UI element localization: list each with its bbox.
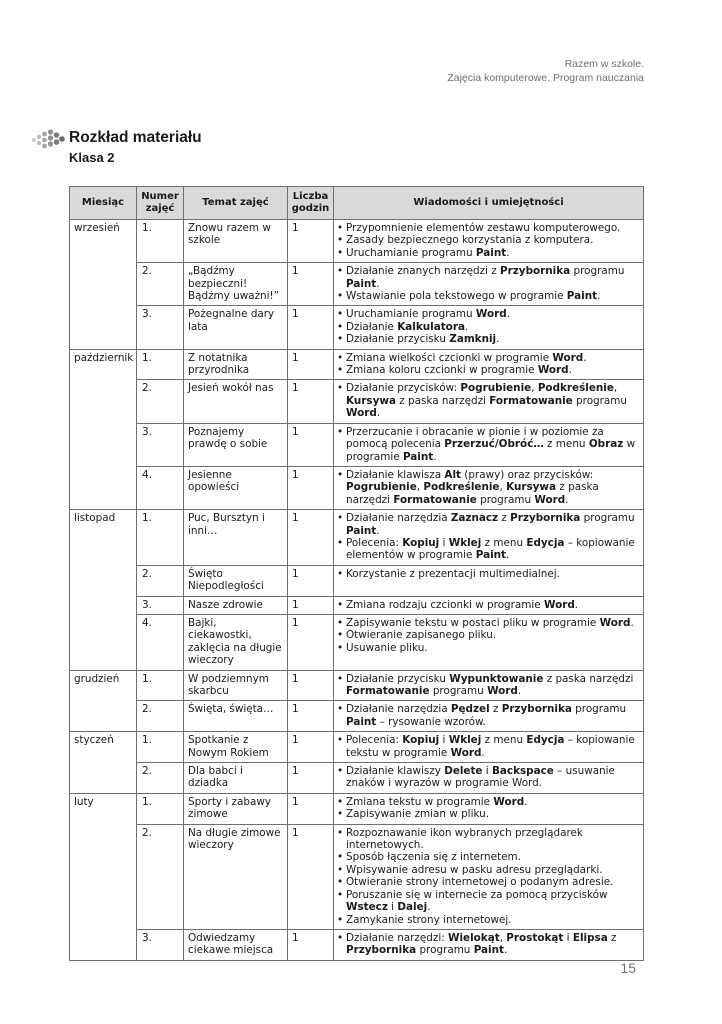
skill-text: Sposób łączenia się z internetem. [346,851,521,864]
table-row [70,596,644,614]
lesson-number-cell: 1. [137,349,184,380]
skill-item [337,914,639,926]
skill-emphasis: Paint [475,246,507,259]
skill-item [337,290,639,302]
skill-emphasis: Wklej [448,536,482,549]
skill-text: . [376,524,380,537]
table-row [70,380,644,423]
hours-cell: 1 [288,510,334,566]
skill-text: Działanie przycisków: [346,382,461,395]
skill-emphasis: Podkreślenie [423,481,500,494]
skill-text: Zapisywanie zmian w pliku. [346,808,490,821]
skill-emphasis: Kursywa [346,394,396,407]
column-header-month: Miesiąc [70,187,137,220]
skill-text: . [506,308,511,321]
skill-text: Zapisywanie tekstu w postaci pliku w programie [346,616,600,629]
skill-emphasis: Word [487,685,518,697]
skills-list [337,426,639,463]
lesson-number-cell: 3. [137,596,184,614]
skill-text: . [433,450,437,463]
skill-text: (prawy) oraz przycisków: [460,468,594,481]
month-cell: październik [70,349,137,509]
topic-cell: Z notatnika przyrodnika [184,349,288,380]
skills-list [337,796,639,821]
skills-cell [334,466,644,509]
skill-emphasis: Wstecz [346,901,388,914]
skill-emphasis: Przybornika [501,703,572,716]
lesson-number-cell: 2. [137,824,184,929]
skill-item [337,537,639,562]
skills-list [337,617,639,654]
skills-list [337,734,639,759]
skill-text: Zamykanie strony internetowej. [346,913,512,926]
skills-list [337,222,639,259]
skill-emphasis: Pędzel [450,703,490,716]
skill-text: , [499,481,507,494]
skill-emphasis: Obraz [588,438,624,451]
skill-text: i [563,931,573,944]
skill-item [337,889,639,914]
hours-cell: 1 [288,763,334,794]
table-row [70,565,644,596]
skill-item [337,247,639,259]
skill-text: , [531,382,538,395]
skill-text: i [439,536,449,549]
skill-emphasis: Paint [346,277,377,290]
hours-cell: 1 [288,824,334,929]
skill-text: Działanie klawisza [346,468,445,481]
skill-text: Zmiana rodzaju czcionki w programie [346,598,544,611]
skill-text: . [574,598,579,611]
skill-emphasis: Word [346,407,377,420]
skill-item [337,364,639,376]
skill-emphasis: Pogrubienie [346,481,417,494]
skill-item [337,808,639,820]
skill-text: Wpisywanie adresu w pasku adresu przeglądarki. [346,863,603,876]
skill-emphasis: Backspace [491,765,554,778]
topic-cell: „Bądźmy bezpieczni! Bądźmy uważni!” [184,263,288,306]
skill-text: Usuwanie pliku. [346,641,428,654]
skill-text: Zasady bezpiecznego korzystania z komputera. [346,234,594,247]
skills-cell [334,824,644,929]
skills-list [337,599,639,611]
running-header-line-2: Zajęcia komputerowe. Program nauczania [447,72,644,84]
table-row [70,701,644,732]
skill-text: w programie [346,438,636,463]
skill-text: . [496,333,500,346]
lesson-number-cell: 2. [137,565,184,596]
table-row [70,466,644,509]
skills-cell [334,763,644,794]
skill-item [337,469,639,506]
skill-item [337,642,639,654]
skill-emphasis: Formatowanie [346,685,430,697]
skills-list [337,308,639,345]
skill-item [337,234,639,246]
lesson-number-cell: 2. [137,763,184,794]
skill-text: z menu [481,536,527,549]
hours-cell: 1 [288,423,334,466]
skill-text: . [524,795,528,808]
column-header-skills: Wiadomości i umiejętności [334,187,644,220]
topic-cell: Jesienne opowieści [184,466,288,509]
skill-emphasis: Formatowanie [489,394,573,407]
skills-cell [334,380,644,423]
table-row [70,763,644,794]
skill-text: Zmiana koloru czcionki w programie [346,364,538,377]
lesson-number-cell: 1. [137,510,184,566]
skill-item [337,265,639,290]
skill-text: i [439,734,449,747]
skill-item [337,703,639,728]
skill-text: programu [571,703,627,716]
hours-cell: 1 [288,349,334,380]
hours-cell: 1 [288,614,334,670]
topic-cell: W podziemnym skarbcu [184,670,288,701]
skill-item [337,796,639,808]
skill-emphasis: Paint [473,944,504,957]
skill-text: z menu [481,734,527,747]
lesson-number-cell: 1. [137,732,184,763]
skill-emphasis: Wklej [448,734,482,747]
skill-text: Działanie narzędzia [346,512,451,525]
skill-text: . [503,944,508,957]
skill-emphasis: Delete [444,765,483,778]
curriculum-table [69,186,644,961]
skills-list [337,382,639,419]
topic-cell: Nasze zdrowie [184,596,288,614]
topic-cell: Spotkanie z Nowym Rokiem [184,732,288,763]
skill-emphasis: Word [450,746,482,759]
skill-item [337,352,639,364]
skill-emphasis: Alt [444,468,461,481]
table-row [70,349,644,380]
topic-cell: Puc, Bursztyn i inni… [184,510,288,566]
skill-text: . [506,549,510,562]
table-row [70,614,644,670]
skill-text: z paska narzędzi [346,481,599,506]
skills-cell [334,670,644,701]
skill-text: Wstawianie pola tekstowego w programie [346,290,567,303]
skill-text: programu [570,265,625,278]
skills-cell [334,220,644,263]
table-row [70,306,644,349]
skill-text: Przerzucanie i obracanie w pionie i w poziomie za pomocą polecenia [346,425,604,451]
skills-cell [334,306,644,349]
skill-emphasis: Paint [346,524,377,537]
skill-item [337,222,639,234]
skill-text: Zmiana tekstu w programie [346,795,494,808]
skill-text: i [387,901,398,914]
hours-cell: 1 [288,220,334,263]
skill-item [337,864,639,876]
skill-emphasis: Paint [346,715,377,728]
skills-cell [334,349,644,380]
skill-text: programu [580,512,635,525]
hours-cell: 1 [288,466,334,509]
skill-emphasis: Podkreślenie [537,382,614,395]
lesson-number-cell: 2. [137,263,184,306]
table-row [70,929,644,960]
skill-text: – rysowanie wzorów. [376,715,486,728]
page-number: 15 [620,960,636,976]
skill-text: Zmiana wielkości czcionki w programie [346,351,553,364]
table-row [70,732,644,763]
skills-cell [334,423,644,466]
skill-item [337,734,639,759]
skill-text: z paska narzędzi [543,672,634,685]
running-header-line-1: Razem w szkole. [564,58,644,70]
skills-list [337,469,639,506]
skill-text: . [583,351,587,364]
skill-text: . [464,320,469,333]
table-header-row [70,187,644,220]
skill-emphasis: Word [534,493,566,506]
skill-text: Działanie klawiszy [346,765,445,778]
section-subtitle: Klasa 2 [69,150,115,165]
skill-emphasis: Paint [566,290,598,303]
lesson-number-cell: 4. [137,614,184,670]
skill-text: z menu [543,438,589,451]
lesson-number-cell: 2. [137,380,184,423]
skill-text: . [506,246,510,259]
skills-list [337,568,639,580]
lesson-number-cell: 4. [137,466,184,509]
lesson-number-cell: 3. [137,423,184,466]
skill-text: . [376,407,381,420]
skill-text: . [597,290,601,303]
topic-cell: Sporty i zabawy zimowe [184,793,288,824]
skill-item [337,568,639,580]
skill-text: – kopiowanie elementów w programie [346,536,635,562]
skill-emphasis: Kursywa [506,481,557,494]
skill-item [337,876,639,888]
skill-text: Otwieranie strony internetowej o podanym adresie. [346,876,614,889]
skill-text: Uruchamianie programu [346,246,476,259]
skill-item [337,765,639,790]
month-cell: grudzień [70,670,137,732]
skill-text: z [498,512,511,525]
table-row [70,263,644,306]
skill-emphasis: Przybornika [510,512,581,525]
skill-text: . [427,901,431,914]
skill-text: Działanie narzędzia [346,703,451,716]
skills-list [337,265,639,302]
hours-cell: 1 [288,565,334,596]
skill-text: Poruszanie się w internecie za pomocą przycisków [346,888,608,901]
topic-cell: Jesień wokół nas [184,380,288,423]
skill-item [337,673,639,698]
hours-cell: 1 [288,732,334,763]
skills-list [337,703,639,728]
skills-cell [334,614,644,670]
skill-text: z paska narzędzi [395,394,490,407]
skill-item [337,851,639,863]
skill-text: . [481,746,485,759]
month-cell: luty [70,793,137,960]
skill-emphasis: Edycja [526,536,565,549]
table-row [70,423,644,466]
skill-text: programu [429,685,488,697]
skill-text: Działanie [346,320,398,333]
skill-emphasis: Paint [475,549,507,562]
skill-text: . [568,364,572,377]
skill-text: . [565,493,569,506]
skill-emphasis: Kalkulatora [397,320,465,333]
lesson-number-cell: 2. [137,701,184,732]
skill-emphasis: Zamknij [449,333,497,346]
skill-text: programu [416,944,474,957]
skills-list [337,673,639,698]
hours-cell: 1 [288,670,334,701]
skills-cell [334,596,644,614]
table-row [70,510,644,566]
skills-cell [334,732,644,763]
skill-text: i [482,765,492,778]
skill-emphasis: Wielokąt [448,931,500,944]
table-row [70,670,644,701]
month-cell: listopad [70,510,137,670]
skill-item [337,629,639,641]
skill-text: Otwieranie zapisanego pliku. [346,629,497,642]
skill-item [337,308,639,320]
skills-cell [334,929,644,960]
table-body [70,220,644,961]
skills-cell [334,510,644,566]
table-row [70,793,644,824]
table-row [70,220,644,263]
topic-cell: Znowu razem w szkole [184,220,288,263]
topic-cell: Na długie zimowe wieczory [184,824,288,929]
skill-emphasis: Word [475,308,507,321]
skill-emphasis: Kopiuj [402,536,440,549]
skill-text: Działanie znanych narzędzi z [346,265,501,278]
hours-cell: 1 [288,263,334,306]
skill-emphasis: Word [599,616,631,629]
topic-cell: Odwiedzamy ciekawe miejsca [184,929,288,960]
skill-text: Uruchamianie programu [346,308,476,321]
section-title: Rozkład materiału [69,129,202,146]
skill-text: z [489,703,502,716]
skill-text: , [613,382,618,395]
column-header-lesson-number: Numer zajęć [137,187,184,220]
skill-item [337,382,639,419]
skill-emphasis: Word [544,598,575,611]
column-header-hours: Liczba godzin [288,187,334,220]
dots-cluster-icon [31,128,67,150]
hours-cell: 1 [288,596,334,614]
skill-item [337,617,639,629]
skills-list [337,827,639,926]
lesson-number-cell: 1. [137,793,184,824]
skill-text: Działanie przycisku [346,333,450,346]
table-row [70,824,644,929]
lesson-number-cell: 3. [137,306,184,349]
skill-emphasis: Kopiuj [402,734,440,747]
hours-cell: 1 [288,929,334,960]
skill-text: . [517,685,522,697]
skill-item [337,512,639,537]
topic-cell: Pożegnalne dary lata [184,306,288,349]
skill-emphasis: Dalej [397,901,428,914]
skills-list [337,932,639,957]
skill-emphasis: Word [493,795,525,808]
skill-text: Działanie narzędzi: [346,931,449,944]
month-cell: styczeń [70,732,137,794]
skill-text: Działanie przycisku [346,672,450,685]
topic-cell: Dla babci i dziadka [184,763,288,794]
skills-list [337,765,639,790]
hours-cell: 1 [288,380,334,423]
skill-emphasis: Zaznacz [450,512,499,525]
skills-cell [334,793,644,824]
lesson-number-cell: 1. [137,670,184,701]
skill-text: Polecenia: [346,734,403,747]
topic-cell: Poznajemy prawdę o sobie [184,423,288,466]
column-header-topic: Temat zajęć [184,187,288,220]
skill-emphasis: Pogrubienie [460,382,532,395]
skills-list [337,512,639,562]
skill-text: – kopiowanie tekstu w programie [346,734,635,759]
topic-cell: Święto Niepodległości [184,565,288,596]
skills-list [337,352,639,377]
hours-cell: 1 [288,701,334,732]
skill-emphasis: Formatowanie [393,493,477,506]
skill-emphasis: Przerzuć/Obróć… [444,438,544,451]
skill-text: . [630,616,634,629]
skill-emphasis: Paint [402,450,434,463]
skill-text: z [607,931,617,944]
lesson-number-cell: 3. [137,929,184,960]
running-header [447,57,644,85]
hours-cell: 1 [288,306,334,349]
skill-item [337,426,639,463]
skills-cell [334,565,644,596]
skill-text: programu [476,493,535,506]
hours-cell: 1 [288,793,334,824]
skill-emphasis: Edycja [526,734,565,747]
skill-emphasis: Prostokąt [506,931,564,944]
skill-emphasis: Przybornika [500,265,571,278]
skill-text: , [499,931,507,944]
skill-text: . [376,277,380,290]
skill-emphasis: Przybornika [346,944,417,957]
skill-text: , [416,481,424,494]
skill-text: Rozpoznawanie ikon wybranych przeglądarek internetowych. [346,826,583,852]
skill-item [337,932,639,957]
skill-item [337,827,639,852]
topic-cell: Bajki, ciekawostki, zaklęcia na długie wieczory [184,614,288,670]
skills-cell [334,701,644,732]
lesson-number-cell: 1. [137,220,184,263]
skill-emphasis: Word [537,364,569,377]
skill-text: programu [572,394,627,407]
skill-emphasis: Wypunktowanie [449,672,544,685]
skill-item [337,321,639,333]
topic-cell: Święta, święta… [184,701,288,732]
month-cell: wrzesień [70,220,137,350]
skill-item [337,599,639,611]
skills-cell [334,263,644,306]
skill-item [337,333,639,345]
skill-emphasis: Word [552,351,584,364]
skill-emphasis: Elipsa [572,931,608,944]
skill-text: Korzystanie z prezentacji multimedialnej. [346,567,560,580]
skill-text: – usuwanie znaków i wyrazów w programie Word. [346,765,615,790]
skill-text: Polecenia: [346,536,403,549]
skill-text: Przypomnienie elementów zestawu komputerowego. [346,222,621,234]
